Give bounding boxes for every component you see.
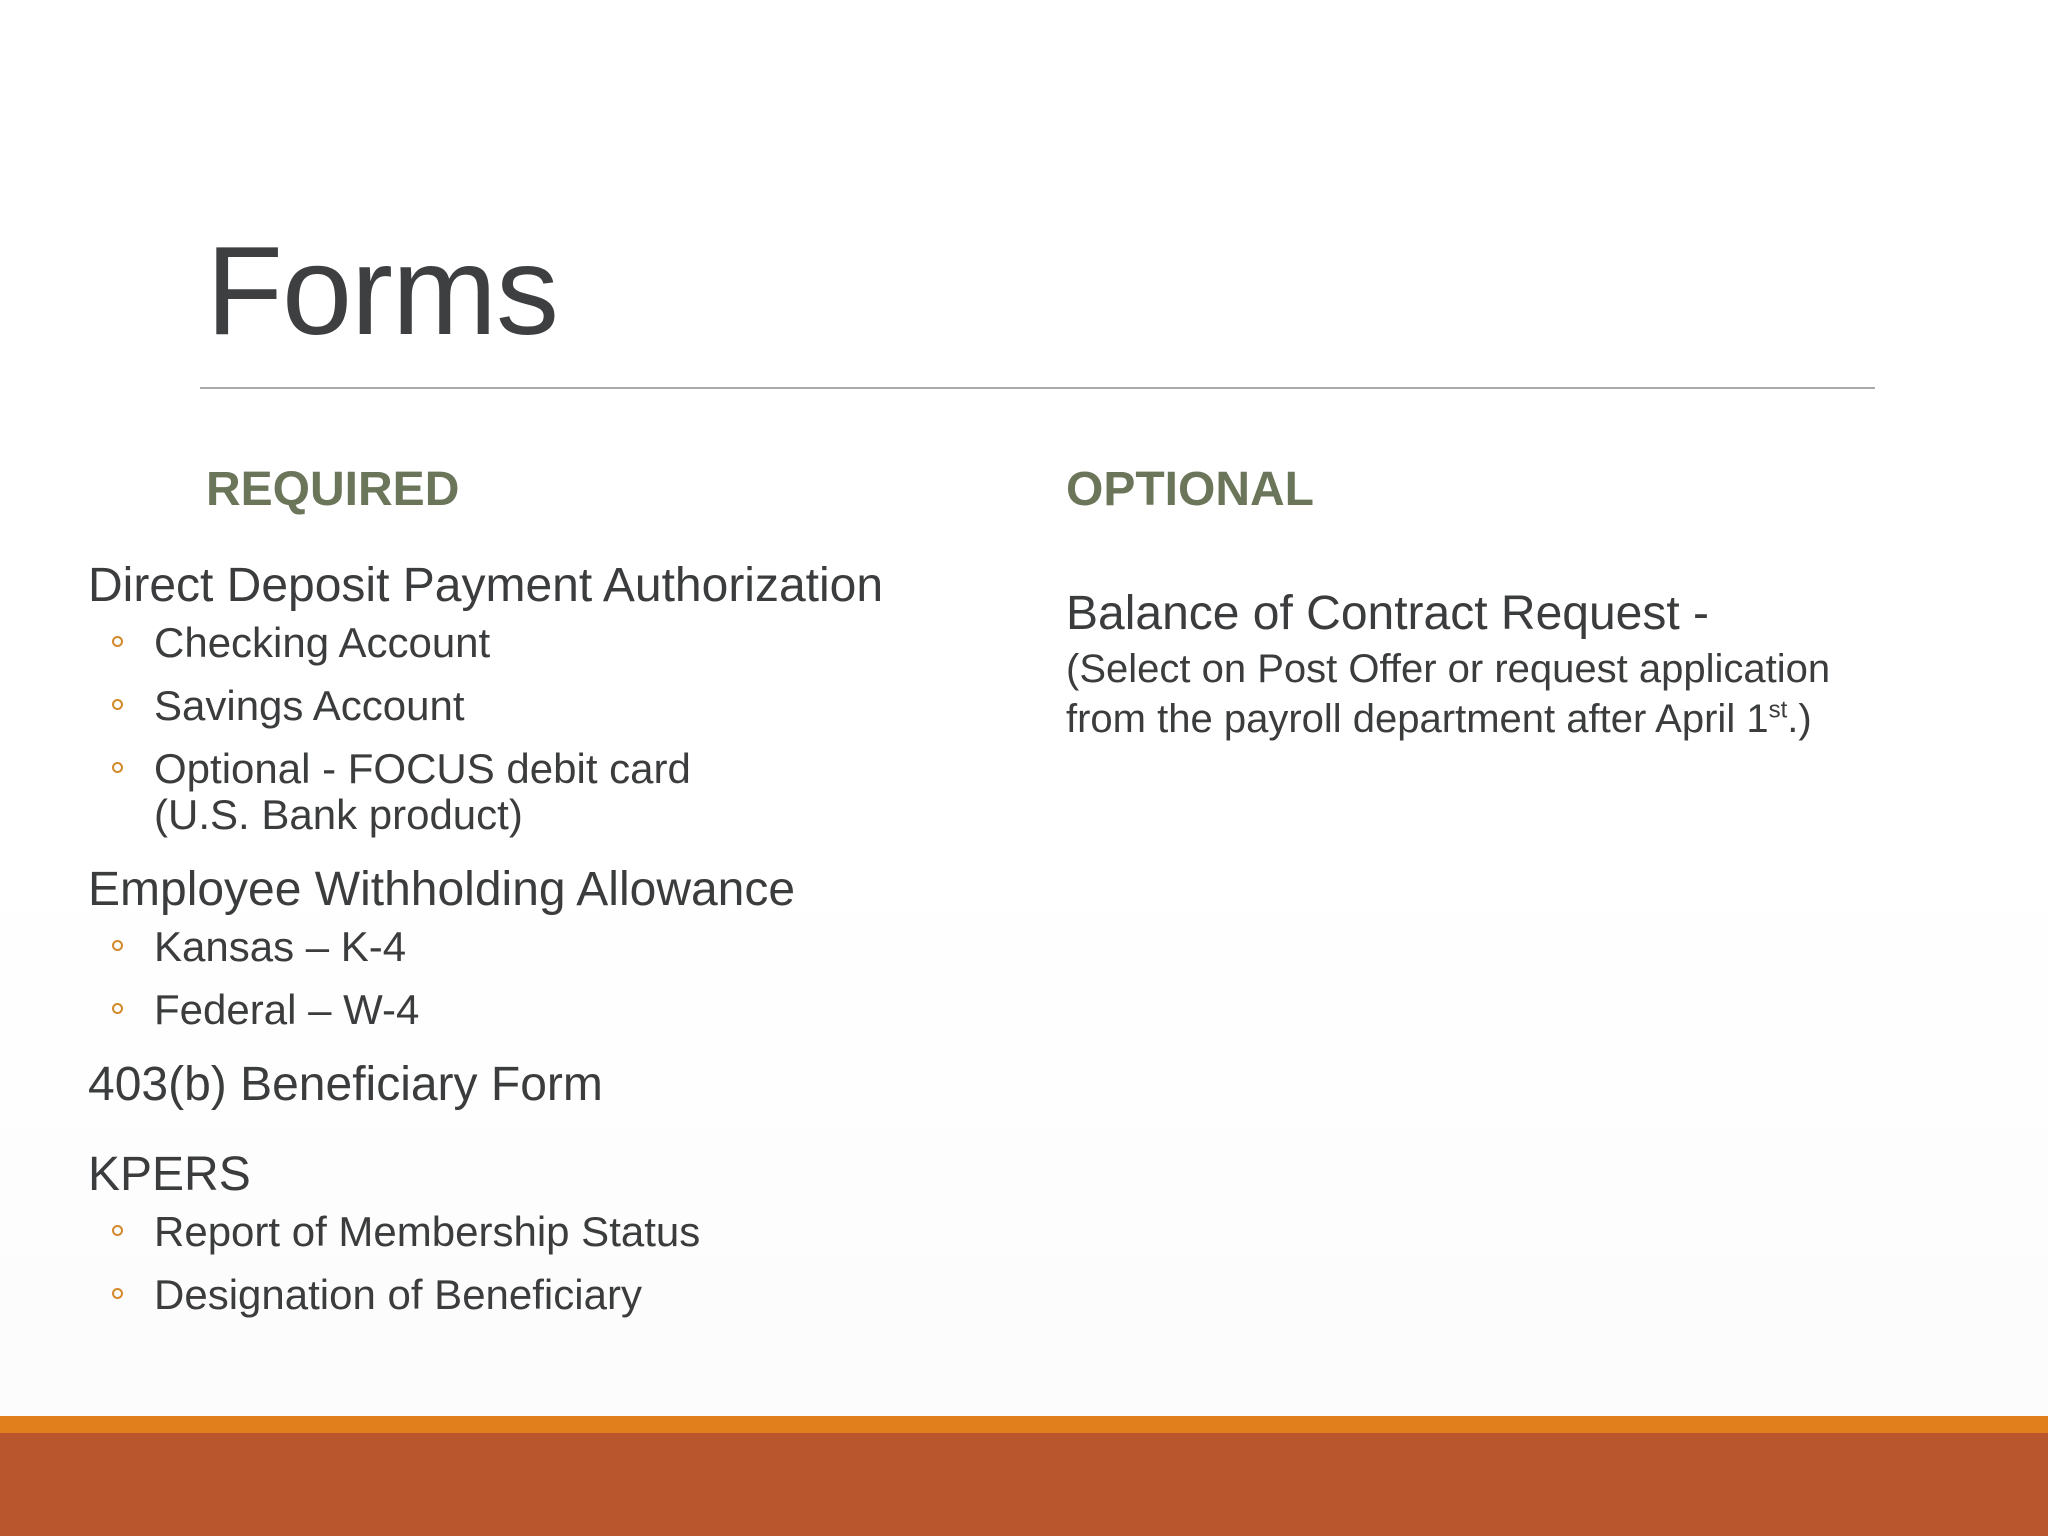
- list-item: [88, 1272, 988, 1318]
- list-item-label: Kansas – K-4: [154, 923, 407, 970]
- bullet-icon: [112, 940, 123, 951]
- list-item: [88, 987, 988, 1033]
- required-group-withholding: [88, 860, 988, 1033]
- sub-list: [88, 1209, 988, 1318]
- list-item-label: Optional - FOCUS debit card: [154, 745, 691, 792]
- required-heading: REQUIRED: [206, 463, 460, 516]
- footer-bar: [0, 1433, 2048, 1536]
- title-divider: [200, 387, 1875, 389]
- list-item-label: Savings Account: [154, 682, 465, 729]
- required-group-kpers: [88, 1145, 988, 1318]
- sub-list: [88, 620, 988, 838]
- bullet-icon: [112, 1288, 123, 1299]
- bullet-icon: [112, 1225, 123, 1236]
- group-title: KPERS: [88, 1148, 251, 1201]
- note-superscript: st: [1768, 696, 1788, 724]
- list-item-label: Federal – W-4: [154, 986, 420, 1033]
- optional-heading: OPTIONAL: [1066, 463, 1314, 516]
- note-line-2: from the payroll department after April 1: [1066, 697, 1769, 741]
- list-item: [88, 683, 988, 729]
- optional-column: [1066, 584, 1926, 744]
- bullet-icon: [112, 636, 123, 647]
- note-line-1: (Select on Post Offer or request application: [1066, 647, 1831, 691]
- optional-item-title: Balance of Contract Request -: [1066, 587, 1710, 640]
- list-item: [88, 1209, 988, 1255]
- list-item-label: Report of Membership Status: [154, 1208, 701, 1255]
- optional-item-note: [1066, 644, 1926, 744]
- note-line-2-end: .): [1787, 697, 1812, 741]
- list-item: [88, 746, 988, 838]
- sub-list: [88, 924, 988, 1033]
- group-title: Direct Deposit Payment Authorization: [88, 559, 884, 612]
- bullet-icon: [112, 762, 123, 773]
- list-item-label: Designation of Beneficiary: [154, 1271, 642, 1318]
- required-group-direct-deposit: [88, 556, 988, 838]
- required-column: [88, 556, 988, 1340]
- list-item-label: Checking Account: [154, 619, 491, 666]
- slide-title: Forms: [206, 220, 558, 361]
- list-item: [88, 620, 988, 666]
- list-item: [88, 924, 988, 970]
- bullet-icon: [112, 1003, 123, 1014]
- bullet-icon: [112, 699, 123, 710]
- group-title: 403(b) Beneficiary Form: [88, 1058, 603, 1111]
- footer-accent-bar: [0, 1416, 2048, 1433]
- list-item-label-continued: (U.S. Bank product): [154, 791, 523, 838]
- required-group-403b: [88, 1055, 988, 1115]
- group-title: Employee Withholding Allowance: [88, 863, 796, 916]
